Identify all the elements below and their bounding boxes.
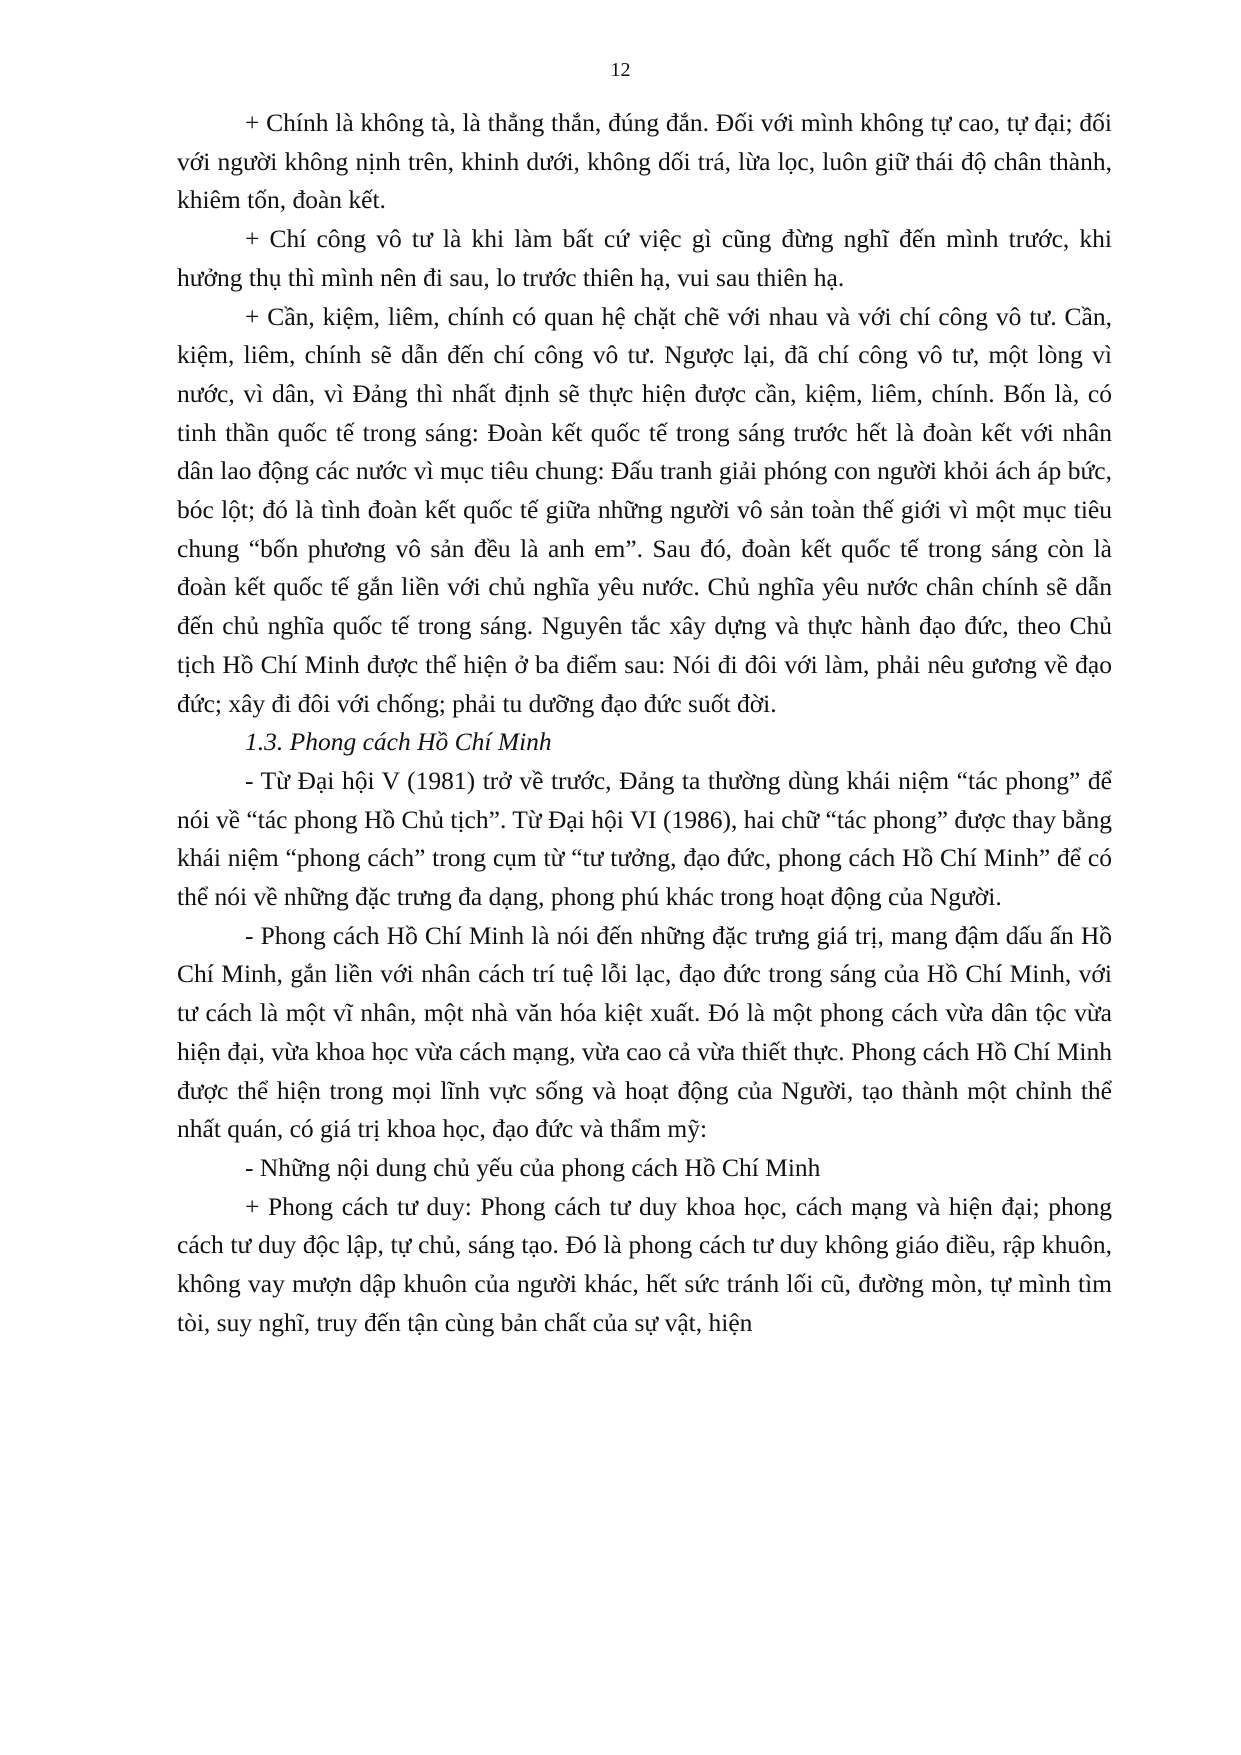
paragraph-tac-phong: - Từ Đại hội V (1981) trở về trước, Đảng ta thường dùng khái niệm “tác phong” để nói về “tác phong Hồ Chủ tịch”. Từ Đại hội VI (1986), hai chữ “tác phong” được thay bằng khái niệm “phong cách” trong cụm từ “tư tưởng, đạo đức, phong cách Hồ Chí Minh” để có thể nói về những đặc trưng đa dạng, phong phú khác trong hoạt động của Người. (177, 765, 1112, 912)
paragraph-phong-cach-tu-duy: + Phong cách tư duy: Phong cách tư duy khoa học, cách mạng và hiện đại; phong cách tư duy độc lập, tự chủ, sáng tạo. Đó là phong cách tư duy không giáo điều, rập khuôn, không vay mượn dập khuôn của người khác, hết sức tránh lối cũ, đường mòn, tự mình tìm tòi, suy nghĩ, truy đến tận cùng bản chất của sự vật, hiện (177, 1191, 1112, 1337)
paragraph-chinh: + Chính là không tà, là thẳng thắn, đúng đắn. Đối với mình không tự cao, tự đại; đối với người không nịnh trên, khinh dưới, không dối trá, lừa lọc, luôn giữ thái độ chân thành, khiêm tốn, đoàn kết. (177, 108, 1112, 215)
page-content (177, 104, 1112, 1343)
paragraph-chi-cong-vo-tu: + Chí công vô tư là khi làm bất cứ việc gì cũng đừng nghĩ đến mình trước, khi hưởng thụ thì mình nên đi sau, lo trước thiên hạ, vui sau thiên hạ. (177, 224, 1112, 292)
paragraph-can-kiem-liem-chinh: + Cần, kiệm, liêm, chính có quan hệ chặt chẽ với nhau và với chí công vô tư. Cần, kiệm, liêm, chính sẽ dẫn đến chí công vô tư. Ngược lại, đã chí công vô tư, một lòng vì nước, vì dân, vì Đảng thì nhất định sẽ thực hiện được cần, kiệm, liêm, chính. Bốn là, có tinh thần quốc tế trong sáng: Đoàn kết quốc tế trong sáng trước hết là đoàn kết với nhân dân lao động các nước vì mục tiêu chung: Đấu tranh giải phóng con người khỏi ách áp bức, bóc lột; đó là tình đoàn kết quốc tế giữa những người vô sản toàn thế giới vì một mục tiêu chung “bốn phương vô sản đều là anh em”. Sau đó, đoàn kết quốc tế trong sáng còn là đoàn kết quốc tế gắn liền với chủ nghĩa yêu nước. Chủ nghĩa yêu nước chân chính sẽ dẫn đến chủ nghĩa quốc tế trong sáng. Nguyên tắc xây dựng và thực hành đạo đức, theo Chủ tịch Hồ Chí Minh được thể hiện ở ba điểm sau: Nói đi đôi với làm, phải nêu gương về đạo đức; xây đi đôi với chống; phải tu dưỡng đạo đức suốt đời. (177, 301, 1112, 718)
section-heading: 1.3. Phong cách Hồ Chí Minh (245, 727, 552, 757)
paragraph-phong-cach-definition: - Phong cách Hồ Chí Minh là nói đến những đặc trưng giá trị, mang đậm dấu ấn Hồ Chí Minh, gắn liền với nhân cách trí tuệ lỗi lạc, đạo đức trong sáng của Hồ Chí Minh, với tư cách là một vĩ nhân, một nhà văn hóa kiệt xuất. Đó là một phong cách vừa dân tộc vừa hiện đại, vừa khoa học vừa cách mạng, vừa cao cả vừa thiết thực. Phong cách Hồ Chí Minh được thể hiện trong mọi lĩnh vực sống và hoạt động của Người, tạo thành một chỉnh thể nhất quán, có giá trị khoa học, đạo đức và thẩm mỹ: (177, 920, 1112, 1144)
paragraph-noi-dung-chu-yeu: - Những nội dung chủ yếu của phong cách Hồ Chí Minh (245, 1152, 821, 1182)
page-number: 12 (610, 59, 631, 81)
